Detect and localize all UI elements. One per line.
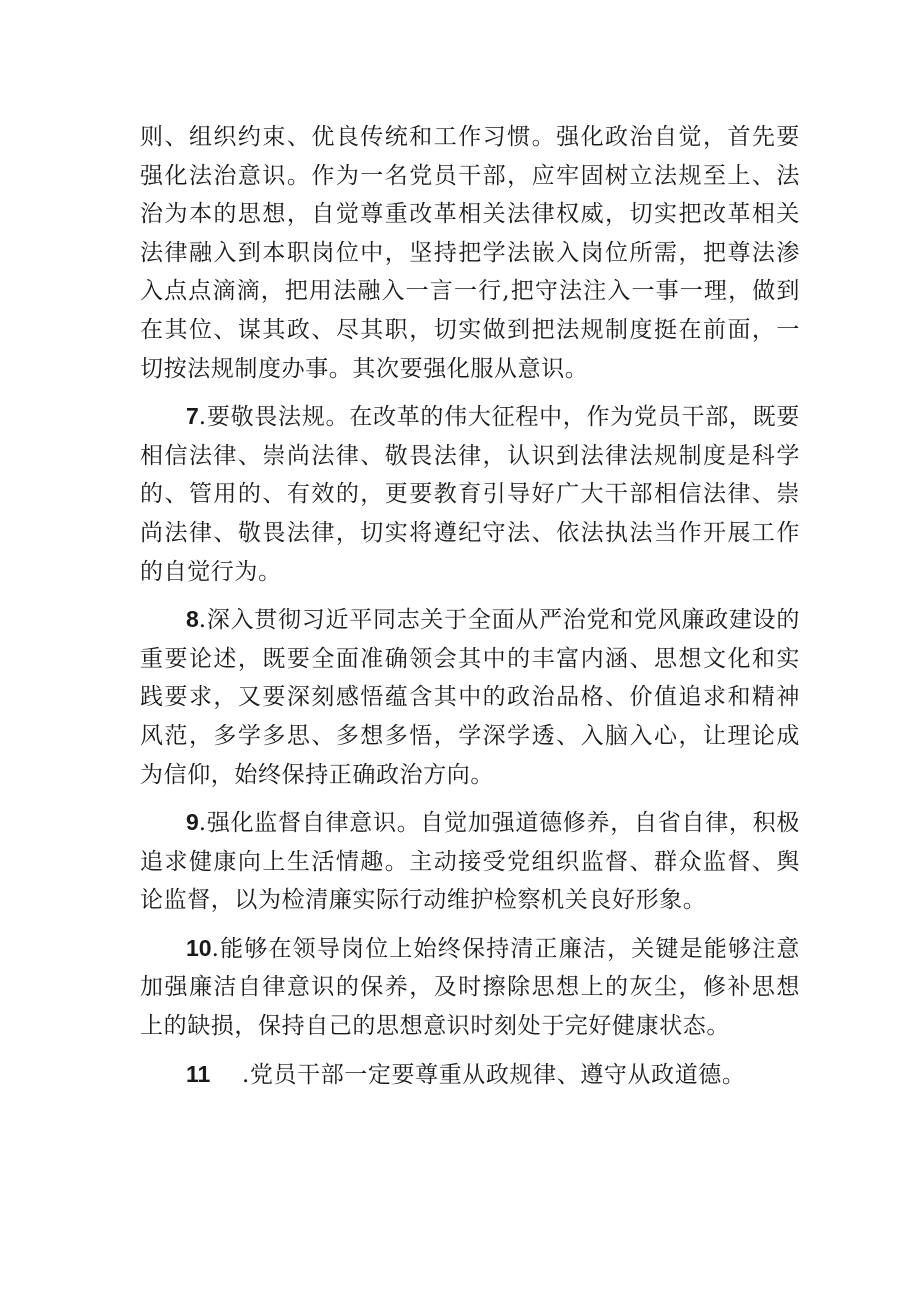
paragraph-number: 8	[186, 606, 199, 633]
paragraph-item-8	[140, 600, 800, 794]
paragraph-text: .能够在领导岗位上始终保持清正廉洁，关键是能够注意加强廉洁自律意识的保养，及时擦除思想上的灰尘，修补思想上的缺损，保持自己的思想意识时刻处于完好健康状态。	[140, 935, 800, 1040]
paragraph-number: 7	[186, 403, 199, 430]
paragraph-text: .党员干部一定要尊重从政规律、遵守从政道德。	[242, 1061, 746, 1088]
paragraph-number: 9	[186, 809, 199, 836]
paragraph-continuation	[140, 118, 800, 388]
paragraph-item-11	[140, 1055, 800, 1095]
document-body	[140, 118, 800, 1103]
paragraph-text: .深入贯彻习近平同志关于全面从严治党和党风廉政建设的重要论述，既要全面准确领会其中的丰富内涵、思想文化和实践要求，又要深刻感悟蕴含其中的政治品格、价值追求和精神风范，多学多思、多想多悟，学深学透、入脑入心，让理论成为信仰，始终保持正确政治方向。	[140, 607, 800, 788]
paragraph-text: .强化监督自律意识。自觉加强道德修养，自省自律，积极追求健康向上生活情趣。主动接受党组织监督、群众监督、舆论监督，以为检清廉实际行动维护检察机关良好形象。	[140, 810, 800, 914]
paragraph-number: 10	[186, 934, 212, 961]
paragraph-text: 则、组织约束、优良传统和工作习惯。强化政治自觉，首先要强化法治意识。作为一名党员干部，应牢固树立法规至上、法治为本的思想，自觉尊重改革相关法律权威，切实把改革相关法律融入到本职岗位中，坚持把学法嵌入岗位所需，把尊法渗入点点滴滴，把用法融入一言一行,把守法注入一事一理，做到在其位、谋其政、尽其职，切实做到把法规制度挺在前面，一切按法规制度办事。其次要强化服从意识。	[140, 124, 800, 382]
paragraph-number: 11	[186, 1060, 211, 1087]
paragraph-text: .要敬畏法规。在改革的伟大征程中，作为党员干部，既要相信法律、崇尚法律、敬畏法律，认识到法律法规制度是科学的、管用的、有效的，更要教育引导好广大干部相信法律、崇尚法律、敬畏法律，切实将遵纪守法、依法执法当作开展工作的自觉行为。	[140, 404, 800, 585]
paragraph-item-7	[140, 397, 800, 591]
paragraph-item-10	[140, 929, 800, 1046]
paragraph-item-9	[140, 803, 800, 920]
